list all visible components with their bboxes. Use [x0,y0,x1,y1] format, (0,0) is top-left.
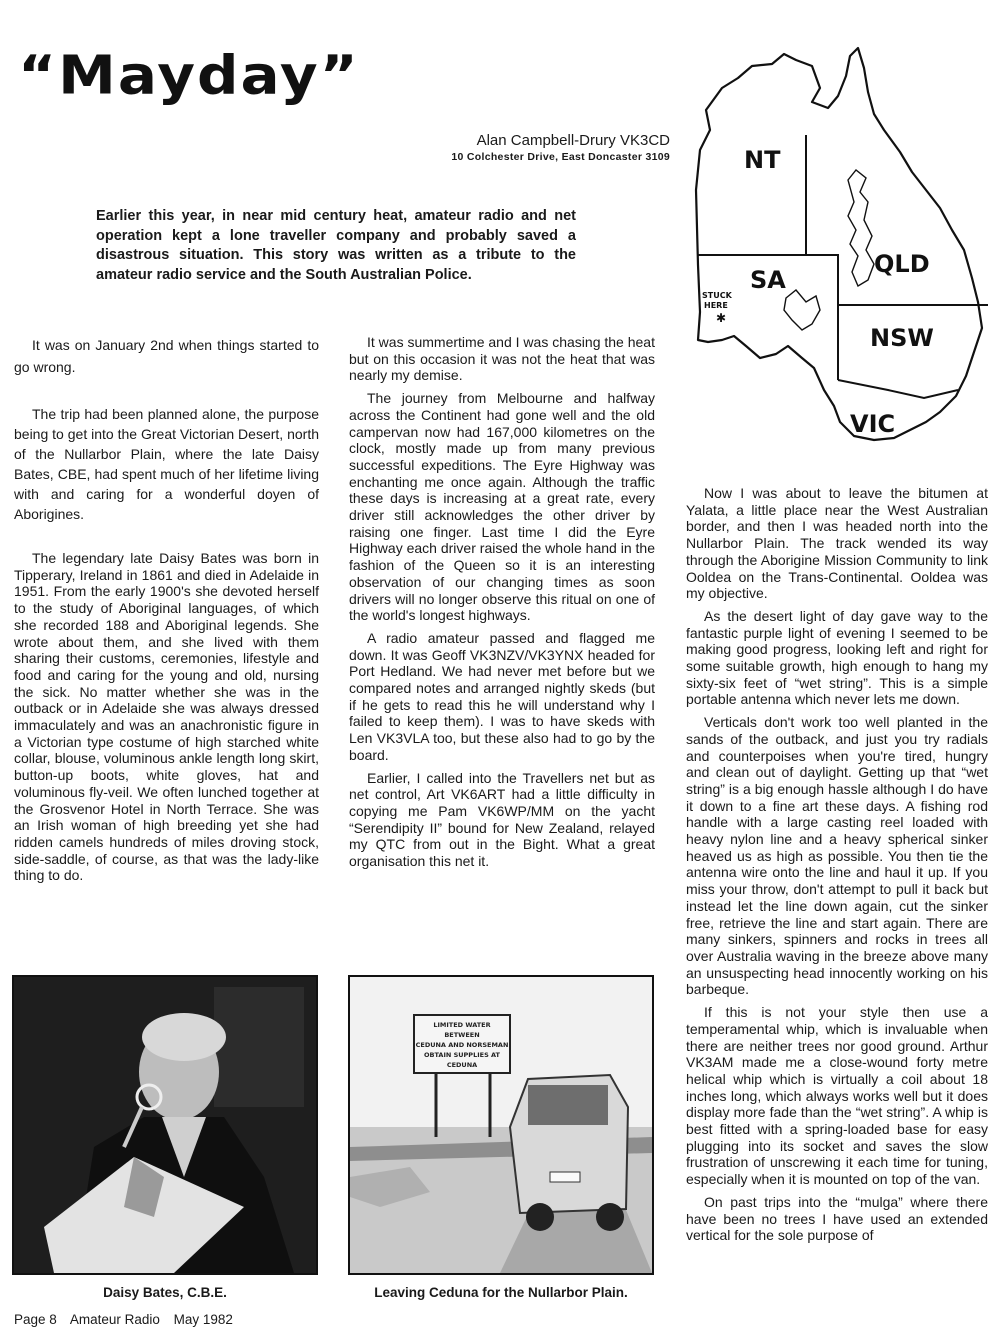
photo-daisy-bates [12,975,318,1275]
sign-line: CEDUNA AND NORSEMAN [415,1041,509,1049]
map-label-vic: VIC [850,410,896,438]
paragraph: It was summertime and I was chasing the heat but on this occasion it was not the heat that was nearly my demise. [349,334,655,384]
author-name: Alan Campbell-Drury VK3CD [476,132,670,149]
paragraph: Now I was about to leave the bitumen at Yalata, a little place near the West Australian border, and then I was headed north into the Nullarbor Plain. The track wended its way through the Aborigine Mission Community to link Ooldea on the Trans-Continental. Ooldea was my objective. [686,485,988,602]
paragraph: The legendary late Daisy Bates was born in Tipperary, Ireland in 1861 and died in Adelaide in 1951. From the early 1900's she devoted herself to the study of Aboriginal languages, of which she recorded 188 and Aboriginal legends. She wrote about them, and she lived with them sharing their customs, ceremonies, lifestyle and food and caring for the young and old, nursing the sick. No matter whether she was in the outback or in Adelaide she was always dressed immaculately and was an anachronistic figure in a Victorian type costume of high starched white collar, blouse, voluminous ankle length long skirt, button-up boots, white gloves, hat and voluminous fly-veil. We often lunched together at the Grosvenor Hotel in North Terrace. She was an Irish woman of high breeding yet she had ridden camels hundreds of miles droving stock, side-saddle, of course, as that was the lady-like thing to do. [14,550,319,884]
state-borders [698,135,988,398]
issue-date: May 1982 [173,1312,233,1327]
map-label-qld: QLD [874,250,930,278]
sign-line: OBTAIN SUPPLIES AT [424,1051,500,1059]
photo-caption: Daisy Bates, C.B.E. [103,1285,227,1300]
map-marker: ✱ [716,311,727,325]
intro-paragraph: Earlier this year, in near mid century heat, amateur radio and net operation kept a lone traveller company and probably saved a disastrous situation. This story was written as a tribute to the amateur radio service and the South Australian Police. [96,208,576,283]
map-label-sa: SA [750,266,786,294]
map-label-here: HERE [704,301,728,310]
paragraph: Verticals don't work too well planted in the sands of the outback, and just you try radials and counterpoises when you're tired, hungry and clean out of daylight. Getting up that “wet string” is a big enough hassle although I do have it down to a fine art these days. A fishing rod handle with a large casting reel loaded with heavy nylon line and a heavy spherical sinker heaved us as high as possible. You then tie the antenna wire onto the line and haul it up. If you miss your throw, don't attempt to pull it back but instead let the line down again, cut the sinker free, retrieve the line and start again. There are many sinkers, spinners and rocks in trees all over Australia waving in the breeze above many an unsuspecting head innocently working on his barbeque. [686,714,988,998]
map-label-nsw: NSW [870,324,934,352]
map-label-stuck: STUCK [702,291,732,300]
page-footer [14,1312,243,1327]
ceduna-photo-image [350,977,652,1273]
australia-map [688,40,988,472]
magazine-name: Amateur Radio [69,1312,160,1327]
sign-line: LIMITED WATER [433,1021,491,1029]
photo-ceduna [348,975,654,1275]
article-title: “Mayday” [18,44,360,107]
sign-line: CEDUNA [446,1061,478,1069]
column-2 [349,334,655,876]
column-3 [686,485,988,1250]
map-label-nt: NT [744,146,781,174]
sign-line: BETWEEN [444,1031,480,1039]
paragraph: If this is not your style then use a temperamental whip, which is invaluable when there are neither trees nor good ground. Arthur VK3AM made me a close-wound forty metre helical whip which is virtually a coil about 18 inches long, which always works well but it does display more fade than the “wet string”. A whip is best fitted with a spring-loaded base for easy plugging into its socket and saves the slow frustration of unscrewing it each time for tuning, especially when it is mounted on top of the van. [686,1004,988,1188]
map-labels [702,146,934,438]
author-address: 10 Colchester Drive, East Doncaster 3109 [451,151,670,163]
paragraph: The trip had been planned alone, the purpose being to get into the Great Victorian Desert, north of the Nullarbor Plain, where the late Daisy Bates, CBE, had spent much of her lifetime living with and caring for a wonderful doyen of Aborigines. [14,406,319,522]
paragraph: On past trips into the “mulga” where there have been no trees I have used an extended vertical for the sole purpose of [686,1193,988,1244]
paragraph: Earlier, I called into the Travellers net but as net control, Art VK6ART had a little difficulty in copying me Pam VK6WP/MM on the yacht “Serendipity II” bound for New Zealand, relayed my QTC from out in the Bight. What a great organisation this net it. [349,769,655,870]
paragraph: A radio amateur passed and flagged me down. It was Geoff VK3NZV/VK3YNX headed for Port Hedland. We had never met before but we compared notes and arranged nightly skeds (but if he gets to read this he will understand why I failed to keep them). I was to have skeds with Len VK3VLA too, but these also had to go by the board. [349,629,655,763]
byline [451,132,670,164]
page-number: Page 8 [14,1312,57,1327]
photo-caption: Leaving Ceduna for the Nullarbor Plain. [374,1285,628,1300]
paragraph: As the desert light of day gave way to the fantastic purple light of evening I seemed to be making good progress, looking left and right for some suitable growth, high enough to hang my sixty-six feet of “wet string”. This is a simple portable antenna which never lets me down. [686,607,988,708]
daisy-bates-photo-image [14,977,316,1273]
paragraph: It was on January 2nd when things started to go wrong. [14,337,319,375]
paragraph: The journey from Melbourne and halfway across the Continent had gone well and the old campervan now had 167,000 kilometres on the clock, mostly made up from many previous successful expeditions. The Eyre Highway was enchanting me once again. Although the traffic these days is increasing at a great rate, every driver still acknowledges the other driver by raising one finger. Last time I did the Eyre Highway each driver raised the whole hand in the fashion of the Queen so it is an interesting observation of our changing times as soon drivers will no longer observe this ritual on one of the world's longest highways. [349,390,655,624]
column-1 [14,334,319,910]
